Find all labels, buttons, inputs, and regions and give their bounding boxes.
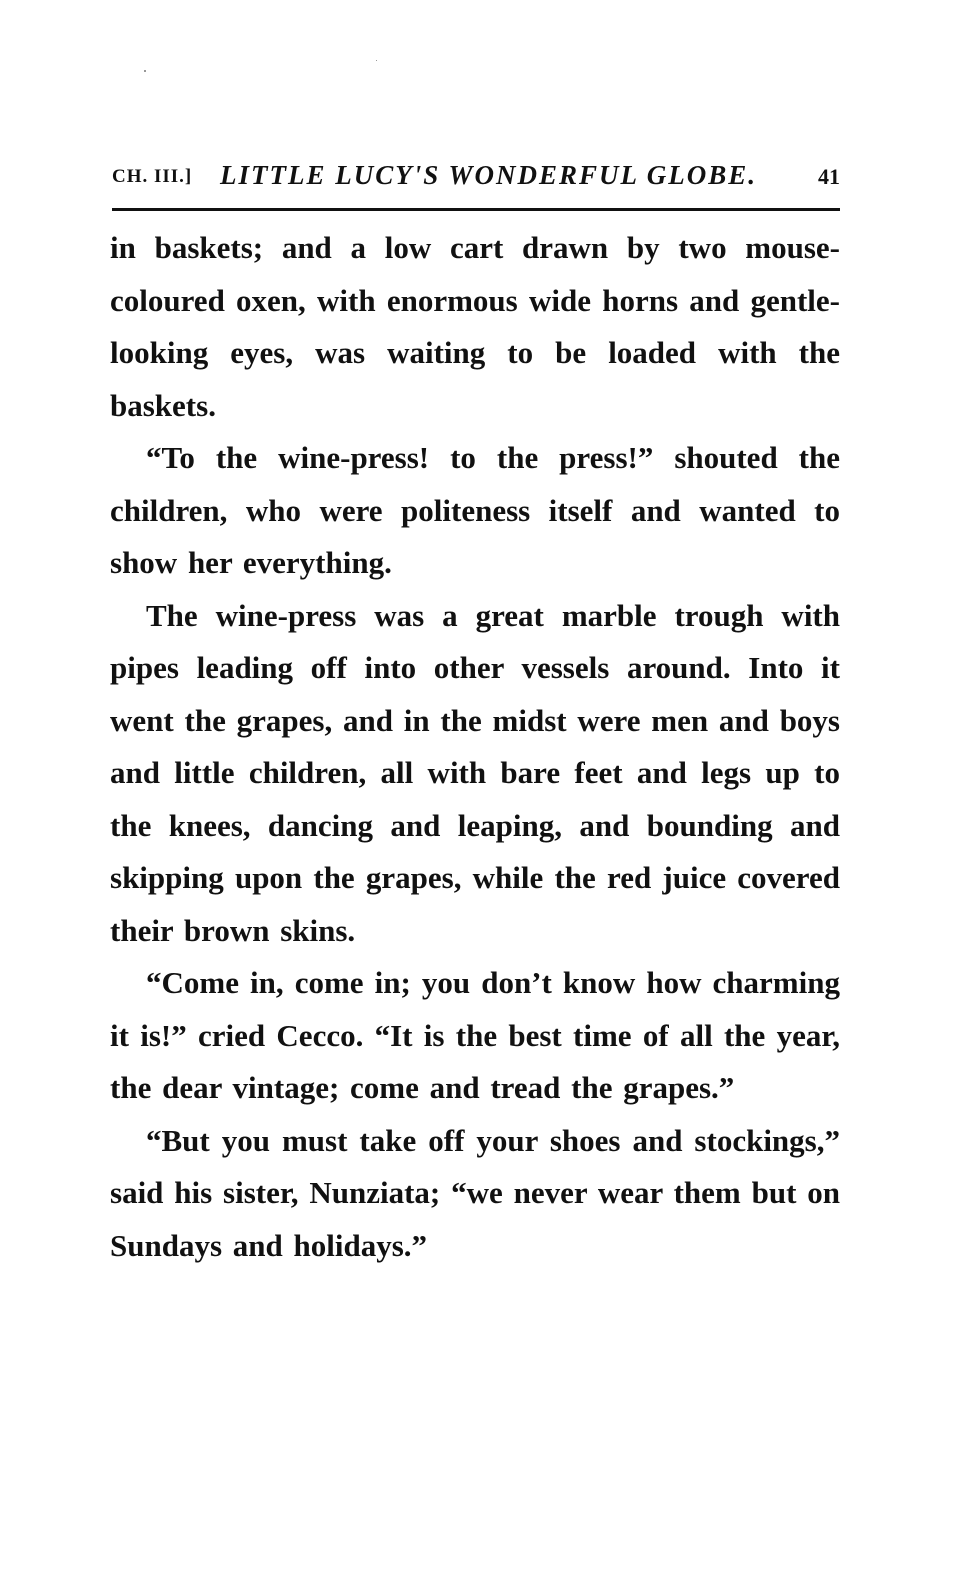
header-rule: [112, 208, 840, 211]
page-number: 41: [818, 164, 840, 189]
paragraph: in baskets; and a low cart drawn by two mouse-coloured oxen, with enormous wide horns and gentle-looking eyes, was waiting to be loaded with the baskets.: [110, 230, 840, 423]
body-text: [110, 222, 840, 1272]
print-speck: [144, 70, 146, 72]
paragraph: “But you must take off your shoes and stockings,” said his sister, Nunziata; “we never wear them but on Sundays and holidays.”: [110, 1122, 840, 1263]
paragraph: The wine-press was a great marble trough with pipes leading off into other vessels around. Into it went the grapes, and in the midst were men and boys and little children, all with bare feet and legs up to the knees, dancing and leaping, and bounding and skipping upon the grapes, while the red juice covered their brown skins.: [110, 597, 840, 948]
book-title: LITTLE LUCY'S WONDERFUL GLOBE.: [220, 160, 758, 190]
print-speck: [376, 60, 377, 61]
paragraph: “Come in, come in; you don’t know how charming it is!” cried Cecco. “It is the best time of all the year, the dear vintage; come and tread the grapes.”: [110, 965, 840, 1105]
chapter-label: CH. III.]: [112, 166, 193, 187]
paragraph: “To the wine-press! to the press!” shouted the children, who were politeness itself and wanted to show her everything.: [110, 440, 840, 580]
running-head: [112, 160, 842, 194]
